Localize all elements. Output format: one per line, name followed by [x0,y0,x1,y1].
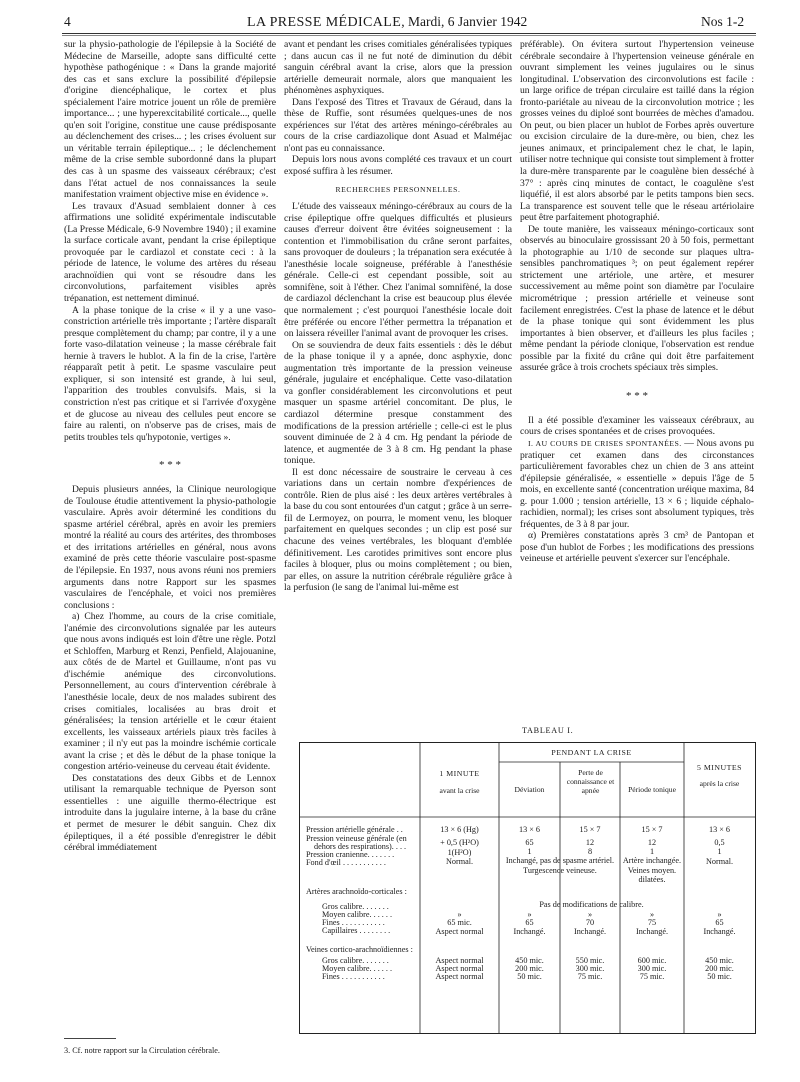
table-cell: 50 mic. [707,972,732,981]
section-heading: RECHERCHES PERSONNELLES. [335,184,461,194]
table-cell-merged: Inchangé, pas de spasme artériel. Turgescence veineuse. [505,856,615,875]
table-cell: Aspect normal [435,956,484,965]
paragraph: préférable). On évitera surtout l'hypertension veineuse cérébrale secondaire à l'hypertension veineuse générale en ouvrant simplement les veines jugulaires ou le sinus longitudinal. L'observation des circonvolutions est facile : un large orifice de trépan circulaire est taillé dans la région fronto-pariétale au niveau de la circonvolution motrice ; les grosses veines du diploé sont bourrées de mèches d'amadou. On peut, ou bien placer un hublot de Forbes après ouverture ou excision circulaire de la dure-mère, ou bien, chez les jeunes animaux, et principalement chez le chat, le lapin, utiliser notre technique qui consiste tout simplement à frotter la dure-mère transparente par le coagulène bien desséché à 37° : après cinq minutes de contact, le coagulène s'est liquéfié, il est alors absorbé par le petits tampons bien secs. La transparence est souvent telle que le réseau artériolaire peut être parfaitement photographié. [520,39,754,224]
paragraph: On se souviendra de deux faits essentiels : dès le début de la phase tonique il y a apnée, donc asphyxie, donc augmentation très importante de la pression veineuse générale, jugulaire et encéphalique. Cette vaso-dilatation va gonfler considérablement les circonvolutions et peut masquer un spasme artériel concomitant. De plus, le cardiazol détermine presque constamment des modifications de la pression artérielle ; celle-ci est le plus souvent diminuée de 2 à 4 cm. Hg pendant la période de latence, et augmentée de 3 à 8 cm. Hg pendant la phase tonique. [284,339,512,467]
table-cell: 1 [527,847,532,856]
row-label: Fines . . . . . . . . . . . [322,918,385,927]
col-group-header: PENDANT LA CRISE [551,748,632,757]
table-cell: 15 × 7 [579,825,601,834]
table-cell: Inchangé. [573,927,607,936]
col-header-tonic: Période tonique [628,785,676,794]
col-header-apnea: Perte de connaissance et apnée [566,768,615,796]
row-label: Moyen calibre. . . . . . [322,964,393,973]
row-group-label: Veines cortico-arachnoïdiennes : [306,945,413,954]
table-cell: Aspect normal [435,964,484,973]
row-label: Gros calibre. . . . . . . [322,902,389,911]
table-cell: 13 × 6 (Hg) [440,825,479,834]
paragraph: Il est donc nécessaire de soustraire le cerveau à ces variations dans un certain nombre d'expériences de contrôle. Rien de plus aisé : les deux artères vertébrales à la base du cou sont entourées d'un catgut ; grâce à un serre-fil de Lermoyez, on pourra, le moment venu, les bloquer parfaitement en quelques secondes ; un clip est posé sur chacune des veines vertébrales, les bloquant d'emblée définitivement. Les carotides primitives sont encore plus faciles à bloquer, plus ou moins complètement ; ou bien, par elles, on assure la nutrition cérébrale régulière grâce à la perfusion (le sang de l'animal lui-même est [284,466,512,594]
paragraph-text: — Nous avons pu pratiquer cet examen dans des circonstances particulièrement favorables chez un chien de 3 ans atteint d'épilepsie généralisée, « essentielle » depuis l'âge de 5 mois, en excellente santé (concentration uréique maxima, 84 g. pour 1.000 ; tension artérielle, 13 × 6 ; liquide céphalo-rachidien, normal); les crises sont absolument typiques, très fréquentes, de 3 à 8 par jour. [520,437,754,530]
table-cell: 13 × 6 [709,825,730,834]
issue-number: Nos 1-2 [701,14,745,29]
col-header-before: 1 MINUTE [439,769,480,778]
footnote: 3. Cf. notre rapport sur la Circulation cérébrale. [64,1046,220,1055]
table-cell: 12 [647,838,657,847]
table-cell: 1 [717,847,722,856]
row-label: Capillaires . . . . . . . . [322,926,391,935]
issue-date: , Mardi, 6 Janvier 1942 [401,14,528,29]
table-cell: Inchangé. [635,927,669,936]
table-cell: 8 [587,847,593,856]
column-left [64,39,276,854]
row-label: Pression cranienne. . . . . . . [306,850,395,859]
table-cell: 65 [525,918,534,927]
table-cell: 450 mic. [705,956,734,965]
header-rule [62,33,756,34]
table-cell: 1 [649,847,655,856]
col-header-deviation: Déviation [514,785,545,794]
row-label: Pression artérielle générale . . [306,825,403,834]
col-header-before-sub: avant la crise [439,786,480,795]
paragraph: A la phase tonique de la crise « il y a une vaso-constriction artérielle très importante ; l'artère disparaît presque complètement du champ; par contre, il y a une forte vaso-dilatation veineuse ; la masse cérébrale fait hernie à travers le hublot. A la fin de la crise, l'artère réapparaît petit à petit. Le spasme vasculaire peut expliquer, si son intensité est grande, à lui seul, l'apparition des troubles convulsifs. Mais, si la constriction n'est pas critique et si l'arrivée d'oxygène et de glucose au niveau des cellules peut encore se faire au ralenti, on n'observe pas de crises, mais de petits troubles tels qu'hypotonie, vertiges ». [64,304,276,443]
table-cell: 200 mic. [705,964,734,973]
row-label: Fond d'œil . . . . . . . . . . . [306,858,386,867]
paragraph: Il a été possible d'examiner les vaisseaux cérébraux, au cours de crises spontanées et de crises provoquées. [520,414,754,438]
table-cell: 65 mic. [447,918,472,927]
paragraph: Des constatations des deux Gibbs et de Lennox utilisant la remarquable technique de Pyerson sont essentielles : une aiguille thermo-électrique est introduite dans la jugulaire interne, à la base du crâne et permet de mesurer le débit sanguin. Chez dix épileptiques, il a été possible d'enregistrer le débit cérébral immédiatement [64,772,276,854]
row-label: Pression veineuse générale (en [306,834,407,843]
row-group-label: Artères arachnoïdo-corticales : [306,887,407,896]
table-cell: 50 mic. [517,972,542,981]
column-middle [284,39,512,594]
col-header-after: 5 MINUTES [697,763,742,772]
page-number: 4 [64,14,71,29]
paragraph: Les travaux d'Asuad semblaient donner à ces affirmations une solidité expérimentale indiscutable (La Presse Médicale, 6-9 Novembre 1940) ; il examine la surface corticale avant, pendant la crise épileptique provoquée par le cardiazol et constate ceci : à la période de latence, le volume des artères du réseau arachnoïdien qui vont se résoudre dans les circonvolutions, parfaitement visibles après trépanation, est nettement diminué. [64,200,276,305]
paragraph [520,438,754,530]
paragraph: α) Premières constatations après 3 cm³ de Pantopan et pose d'un hublot de Forbes ; les modifications des pressions veineuse et artérielle peuvent s'exercer sur l'encéphale. [520,530,754,565]
paragraph: a) Chez l'homme, au cours de la crise comitiale, l'anémie des circonvolutions signalée par les auteurs que nous avons indiqués est loin d'être une règle. Potzl et Schloffen, Marburg et Renzi, Penfield, Alajouanine, aux côtés de de Martel et Guillaume, n'ont pas vu d'ischémie anémique des circonvolutions. Personnellement, au cours d'intervention cérébrale à l'anesthésie locale, deux de nos malades subirent des crises comitiales, localisées au bras droit et généralisées; la tension artérielle et le cœur étaient excellents, les vaisseaux artériels piaux très faciles à examiner ; il n'y eut pas la moindre ischémie corticale avant la crise ; et dès le début de la phase tonique la congestion artério-veineuse du cerveau était évidente. [64,611,276,773]
table-cell: 70 [585,918,595,927]
table-cell: 75 mic. [639,972,665,981]
table-cell: 13 × 6 [519,825,540,834]
table-cell: 300 mic. [575,964,605,973]
footnote-rule [64,1038,116,1039]
column-right [520,39,754,565]
header-rule-thin [62,35,756,36]
table-caption: TABLEAU I. [522,726,574,735]
paragraph: Depuis plusieurs années, la Clinique neurologique de Toulouse étudie attentivement la physio-pathologie vasculaire. Après avoir déterminé les conditions du spasme artériel cérébral, après en avoir les premiers montré la réalité au cours des artérites, des thromboses et des irritations artérielles en général, nous avons examiné de près cette théorie vasculaire post-spasme de l'épilepsie. En 1937, nous avons réuni nos premiers arguments dans notre Rapport sur les spasmes vasculaires de l'encéphale, et voici nos premières conclusions : [64,484,276,611]
row-label: Moyen calibre. . . . . . [322,910,393,919]
table-cell: 12 [585,838,595,847]
table-cell: Artère inchangée. Veines moyen. dilatées. [622,856,682,885]
table-cell: » [457,910,462,919]
paragraph: Dans l'exposé des Titres et Travaux de Géraud, dans la thèse de Ruffie, sont résumées quelques-unes de nos expériences sur l'état des artères méningo-cérébrales au cours de la crise cardiazolique dont Asuad et Malméjac n'ont pas eu connaissance. [284,96,512,154]
table-cell: Aspect normal [435,972,484,981]
table-cell-merged: Pas de modifications de calibre. [539,900,644,909]
paragraph: De toute manière, les vaisseaux méningo-corticaux sont observés au binoculaire grossissant 20 à 50 fois, permettant la photographie au 1/10 de seconde sur plaques ultra-sensibles panchromatiques ³; on peut également repérer strictement une artériole, une artère, et mesurer successivement au même point son diamètre par l'oculaire micrométrique ; pression artérielle et veineuse sont facilement enregistrées. C'est la phase de latence et le début de la phase tonique qui sont évidemment les plus importantes à bien observer, et d'ailleurs les plus faciles ; même pendant la période clonique, l'observation est rendue possible par la fixité du crâne qui doit être parfaitement assurée grâce à trois crochets spéciaux très simples. [520,223,754,374]
running-title [247,14,527,31]
table-cell: 450 mic. [515,956,544,965]
subsection-heading: I. AU COURS DE CRISES SPONTANÉES. [528,438,682,448]
table-cell: Inchangé. [703,927,736,936]
table-cell: 15 × 7 [641,825,663,834]
table-cell: 0,5 [714,838,725,847]
table-cell: » [717,910,722,919]
table-cell: + 0,5 (H²O) [440,838,479,847]
table-cell: 200 mic. [515,964,544,973]
table-cell: » [649,910,655,919]
table-cell: Normal. [705,857,734,866]
publication-name: LA PRESSE MÉDICALE [247,15,402,30]
table-cell: 75 [647,918,657,927]
table-cell: 600 mic. [637,956,667,965]
section-separator: * * * [626,389,648,402]
table-cell: 65 [715,918,724,927]
table-cell: Inchangé. [513,927,546,936]
table-cell: 75 mic. [577,972,603,981]
row-label: Gros calibre. . . . . . . [322,956,389,965]
table-cell: » [587,910,593,919]
paragraph: Depuis lors nous avons complété ces travaux et un court exposé suffira à les résumer. [284,154,512,178]
table-cell: » [527,910,532,919]
col-header-after-sub: après la crise [699,779,740,788]
section-separator: * * * [159,459,181,472]
paragraph: sur la physio-pathologie de l'épilepsie à la Société de Médecine de Marseille, adopte sans difficulté cette hypothèse pathogénique : « Dans la grande majorité des cas et sans exclure la possibilité d'épilepsie d'origine diencéphalique, le cortex et plus spécialement l'aire motrice jouent un rôle de première importance... ; une hyperexcitabilité corticale..., quelle qu'en soit l'origine, constitue une cause prédisposante au déclenchement des crises... ; les crises évoluent sur un véritable terrain épileptique... ; le déclenchement même de la crise semble subordonné dans la plupart des cas à un spasme des vaisseaux cérébraux; c'est dans l'état actuel de nos connaissances la seule manifestation vraiment objective mise en évidence ». [64,39,276,201]
table-cell: 1(H²O) [447,848,472,857]
table-cell: 65 [525,838,534,847]
table-cell: 300 mic. [637,964,667,973]
paragraph: avant et pendant les crises comitiales généralisées typiques ; dans aucun cas il ne fut noté de diminution du débit sanguin cérébral avant la crise, alors que la pression artérielle demeurait normale, alors que manquaient les phénomènes asphyxiques. [284,39,512,97]
row-label: dehors des respirations). . . . [314,842,407,851]
table-cell: Normal. [445,857,474,866]
row-label: Fines . . . . . . . . . . . [322,972,385,981]
results-table [299,742,756,1034]
table-cell: Aspect normal [435,927,484,936]
paragraph: L'étude des vaisseaux méningo-cérébraux au cours de la crise épileptique offre quelques difficultés et plusieurs causes d'erreur doivent être évitées soigneusement : la contention et l'immobilisation du crâne seront parfaites, sans provoquer de douleurs ; la trépanation sera exécutée à l'anesthésie locale soigneuse, préférable à l'anesthésie générale. Celle-ci est cependant possible, soit au somnifène, soit à l'éther. Chez l'animal somnifèné, la dose de cardiazol déclenchant la crise est beaucoup plus élevée que normalement ; c'est pourquoi l'anesthésie locale doit être préférée ou encore l'éther permettra la trépanation et on laissera réveiller l'animal avant de provoquer les crises. [284,201,512,340]
table-cell: 550 mic. [575,956,605,965]
